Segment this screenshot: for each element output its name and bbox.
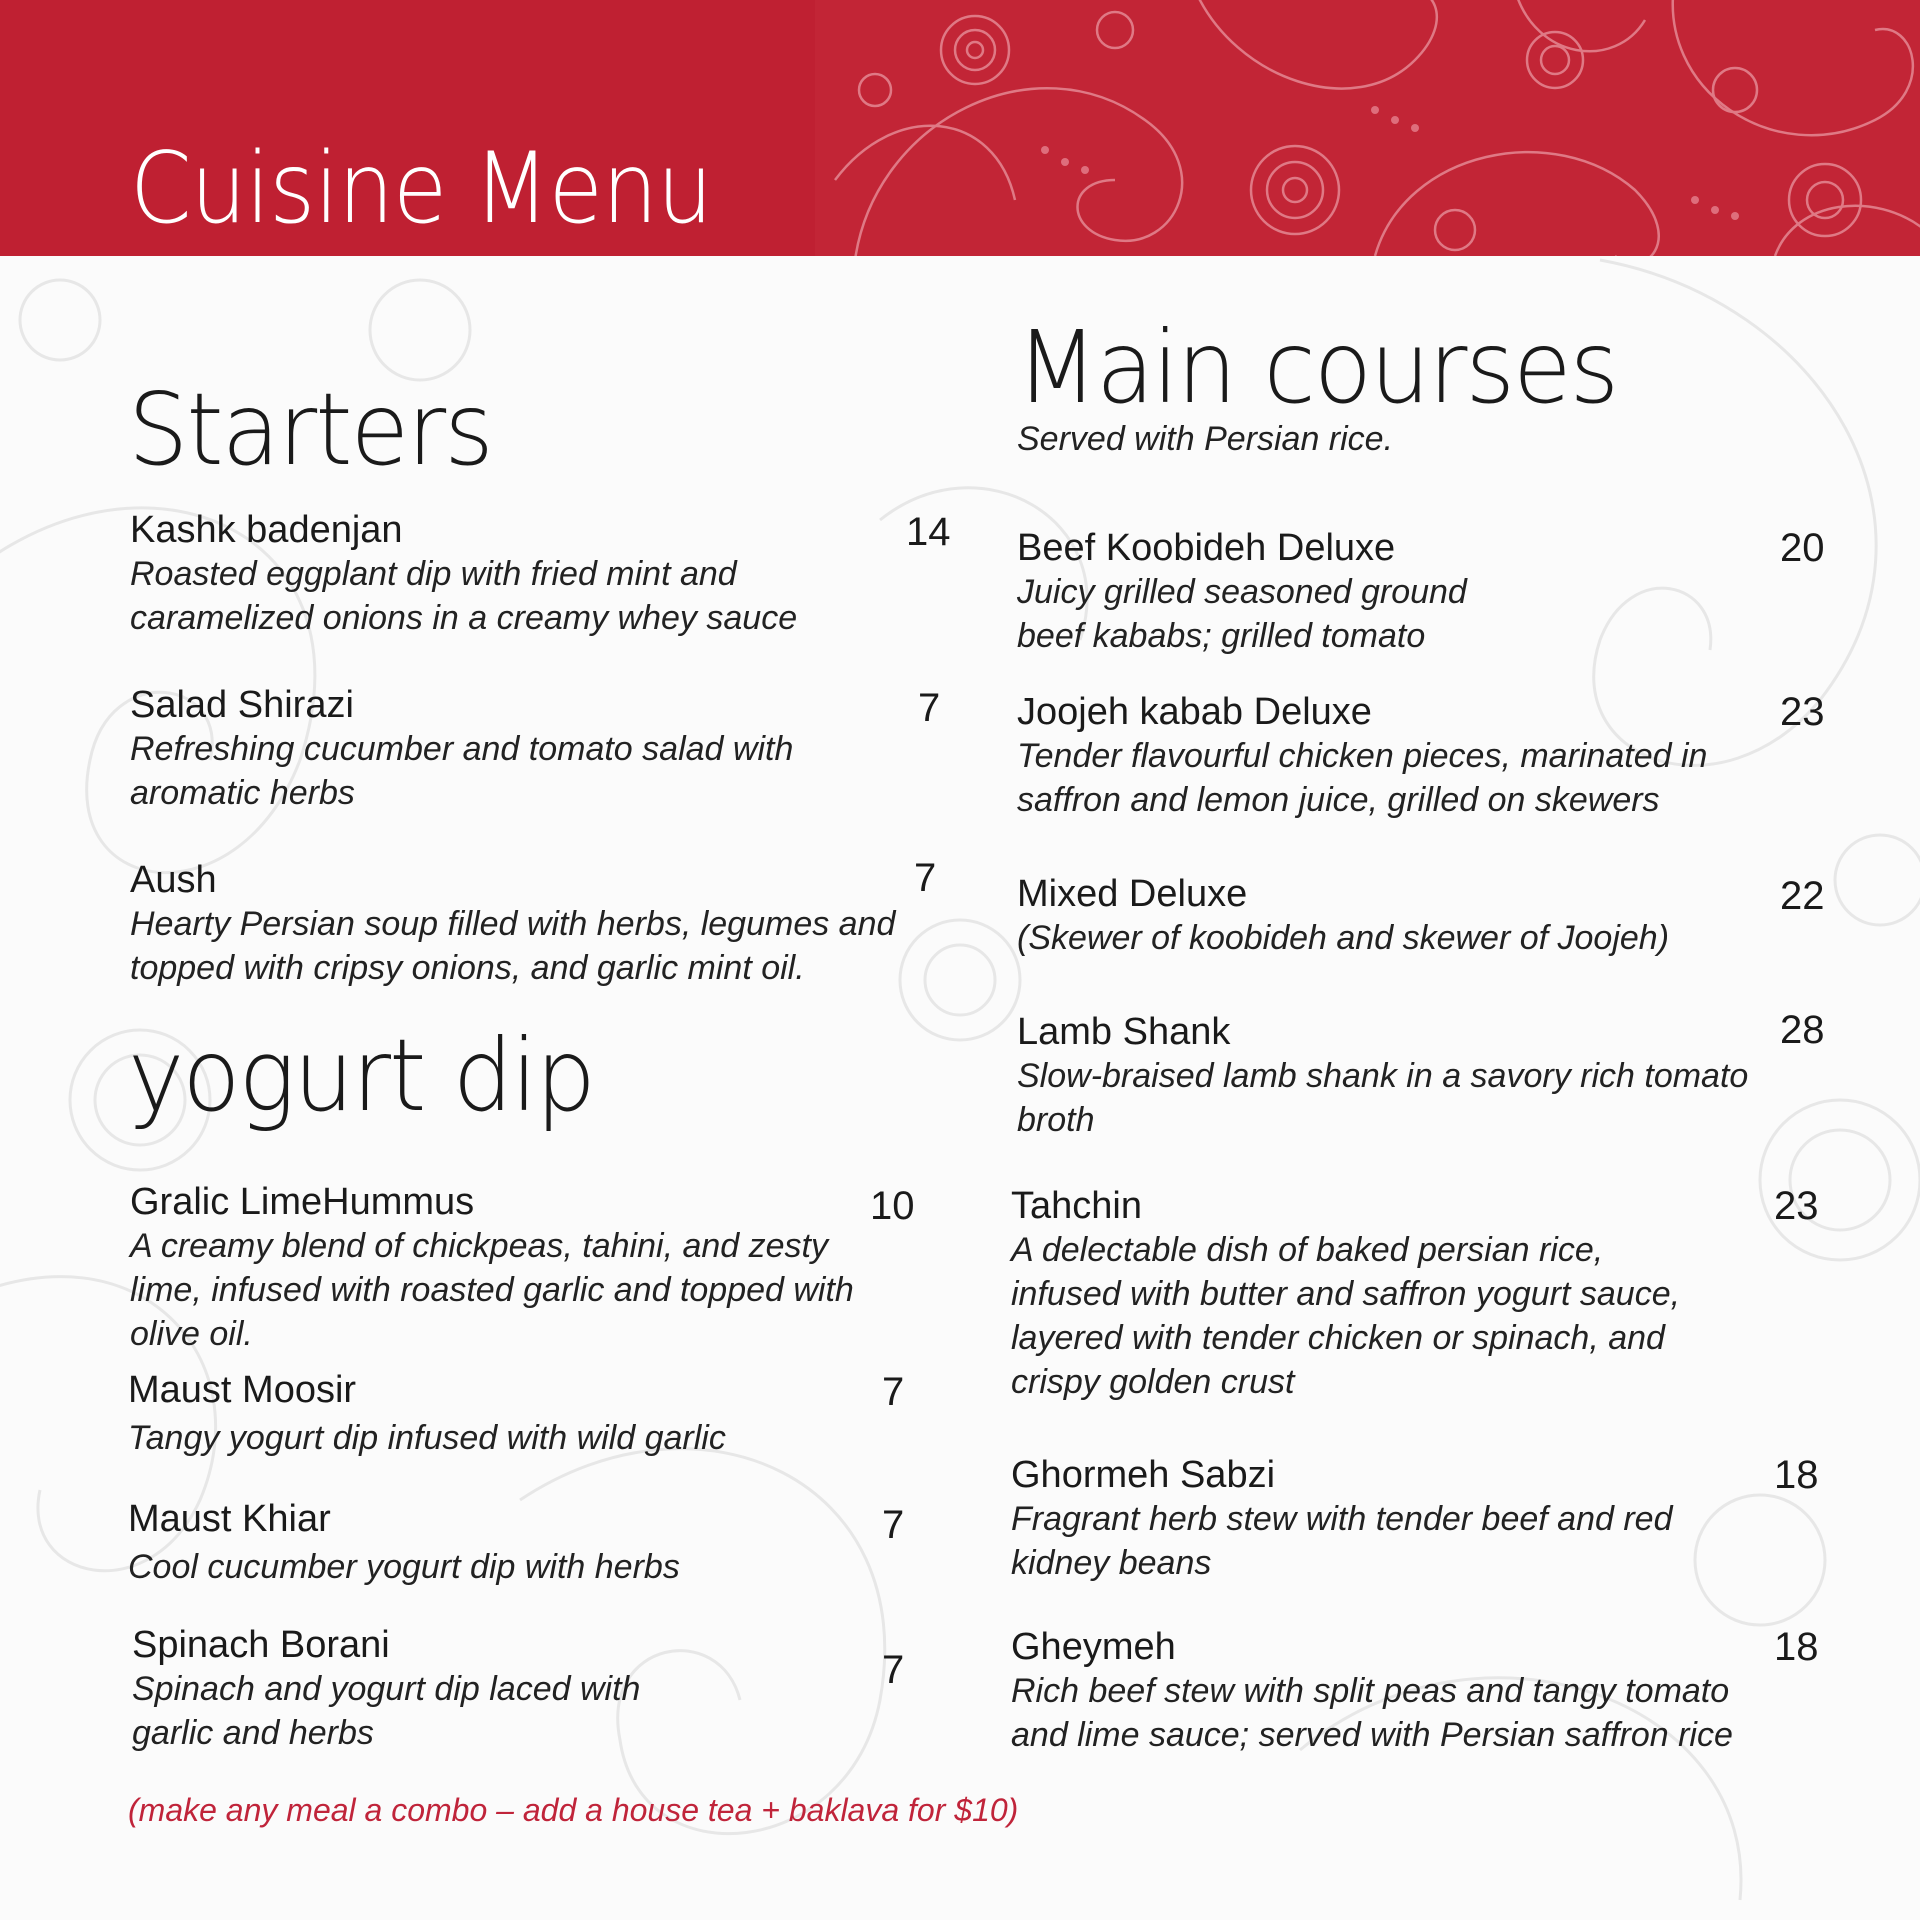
item-price: 28: [1780, 1008, 1825, 1052]
item-description: aromatic herbs: [130, 774, 355, 812]
menu-item: [1017, 526, 1797, 658]
item-description: Slow-braised lamb shank in a savory rich tomato: [1017, 1057, 1749, 1095]
item-name: Beef Koobideh Deluxe: [1017, 527, 1396, 569]
item-price: 14: [906, 510, 951, 554]
menu-item: [130, 858, 950, 990]
item-description: saffron and lemon juice, grilled on skewers: [1017, 781, 1660, 819]
menu-item: [128, 1368, 918, 1460]
menu-item: [1017, 690, 1797, 822]
item-description: Roasted eggplant dip with fried mint and: [130, 555, 737, 593]
item-description: olive oil.: [130, 1315, 253, 1353]
main-courses-title: Main courses: [1016, 309, 1618, 426]
starters-title: Starters: [128, 371, 492, 488]
item-name: Gralic LimeHummus: [130, 1181, 475, 1223]
item-description: broth: [1017, 1101, 1095, 1139]
item-name: Tahchin: [1011, 1185, 1142, 1227]
item-name: Kashk badenjan: [130, 509, 403, 551]
menu-title: Cuisine Menu: [130, 132, 713, 246]
item-name: Joojeh kabab Deluxe: [1017, 691, 1372, 733]
item-name: Ghormeh Sabzi: [1011, 1454, 1276, 1496]
item-name: Salad Shirazi: [130, 684, 354, 726]
menu-item: [1011, 1625, 1791, 1757]
item-description: Juicy grilled seasoned ground: [1017, 573, 1467, 611]
item-price: 23: [1774, 1184, 1819, 1228]
item-price: 22: [1780, 874, 1825, 918]
item-name: Gheymeh: [1011, 1626, 1176, 1668]
item-description: garlic and herbs: [132, 1714, 374, 1752]
item-description: kidney beans: [1011, 1544, 1212, 1582]
item-description: Refreshing cucumber and tomato salad with: [130, 730, 794, 768]
item-description: A delectable dish of baked persian rice,: [1011, 1231, 1604, 1269]
item-description: (Skewer of koobideh and skewer of Joojeh): [1017, 919, 1670, 957]
item-description: beef kababs; grilled tomato: [1017, 617, 1426, 655]
item-name: Spinach Borani: [132, 1624, 390, 1666]
item-name: Mixed Deluxe: [1017, 873, 1248, 915]
header-pattern-panel: [815, 0, 1920, 256]
item-description: Spinach and yogurt dip laced with: [132, 1670, 641, 1708]
item-price: 7: [914, 856, 937, 900]
menu-item: [130, 1180, 930, 1356]
item-name: Lamb Shank: [1017, 1011, 1231, 1053]
main-courses-subtitle: Served with Persian rice.: [1017, 420, 1394, 458]
item-description: Fragrant herb stew with tender beef and red: [1011, 1500, 1673, 1538]
item-description: caramelized onions in a creamy whey sauce: [130, 599, 798, 637]
item-price: 20: [1780, 526, 1825, 570]
item-description: Cool cucumber yogurt dip with herbs: [128, 1548, 680, 1586]
item-description: Rich beef stew with split peas and tangy tomato: [1011, 1672, 1730, 1710]
item-name: Maust Moosir: [128, 1369, 357, 1411]
item-description: and lime sauce; served with Persian saffron rice: [1011, 1716, 1733, 1754]
item-description: layered with tender chicken or spinach, and: [1011, 1319, 1665, 1357]
item-price: 7: [882, 1503, 905, 1547]
menu-item: [130, 508, 920, 640]
menu-item: [1011, 1453, 1791, 1585]
item-description: Tangy yogurt dip infused with wild garlic: [128, 1419, 726, 1457]
menu-item: [130, 683, 920, 815]
item-price: 7: [882, 1648, 905, 1692]
item-description: crispy golden crust: [1011, 1363, 1295, 1401]
menu-item: [128, 1497, 918, 1589]
item-price: 7: [918, 686, 941, 730]
item-description: Hearty Persian soup filled with herbs, legumes and: [130, 905, 896, 943]
item-price: 7: [882, 1370, 905, 1414]
item-description: Tender flavourful chicken pieces, marinated in: [1017, 737, 1708, 775]
item-price: 23: [1780, 690, 1825, 734]
item-description: topped with cripsy onions, and garlic mint oil.: [130, 949, 805, 987]
menu-item: [1017, 872, 1797, 960]
item-description: A creamy blend of chickpeas, tahini, and zesty: [130, 1227, 828, 1265]
item-price: 18: [1774, 1625, 1819, 1669]
combo-note: (make any meal a combo – add a house tea + baklava for $10): [128, 1792, 1019, 1828]
menu-item: [1017, 1010, 1797, 1142]
yogurt-dip-title: yogurt dip: [128, 1017, 595, 1134]
item-price: 10: [870, 1184, 915, 1228]
menu-item: [132, 1623, 922, 1755]
item-name: Aush: [130, 859, 217, 901]
item-description: infused with butter and saffron yogurt sauce,: [1011, 1275, 1681, 1313]
item-description: lime, infused with roasted garlic and topped with: [130, 1271, 854, 1309]
header-paisley-pattern: [815, 0, 1920, 256]
item-price: 18: [1774, 1453, 1819, 1497]
menu-item: [1011, 1184, 1791, 1404]
item-name: Maust Khiar: [128, 1498, 331, 1540]
